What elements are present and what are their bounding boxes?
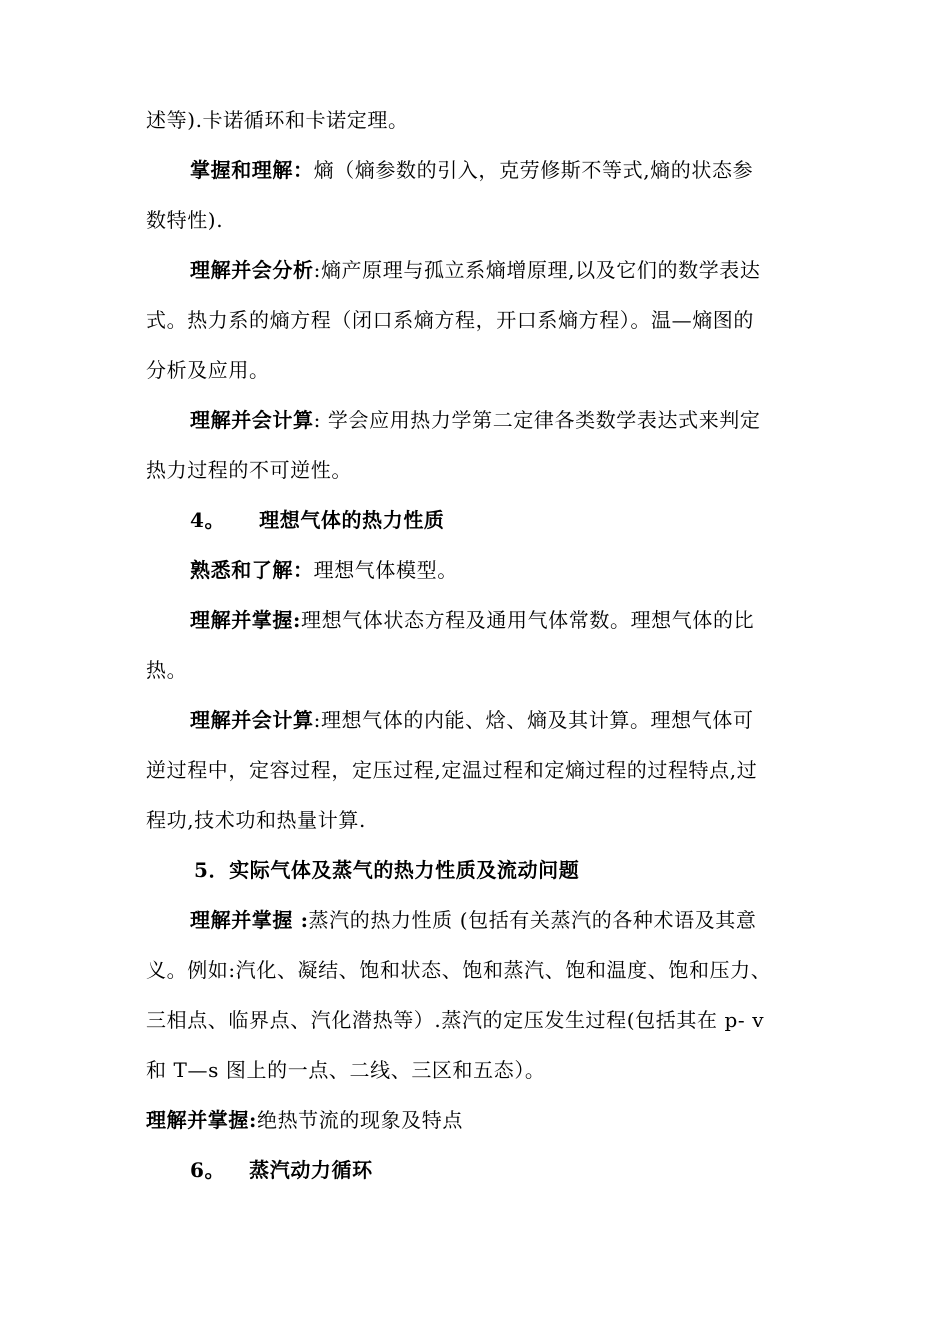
paragraph-label: 掌握和理解：	[190, 158, 314, 182]
paragraph-label: 理解并会计算	[190, 408, 314, 432]
paragraph-text: 热。	[146, 658, 188, 682]
section-title: 理想气体的热力性质	[259, 508, 445, 532]
paragraph-text: 和 T—s 图上的一点、二线、三区和五态）。	[146, 1058, 546, 1082]
paragraph-steam-properties-line4	[146, 1056, 810, 1084]
paragraph-ideal-gas-model	[190, 556, 810, 584]
section-heading-5	[194, 856, 810, 884]
paragraph-text: 义。例如:汽化、凝结、饱和状态、饱和蒸汽、饱和温度、饱和压力、	[146, 958, 772, 982]
paragraph-second-law	[190, 406, 810, 434]
paragraph-text: 热力过程的不可逆性。	[146, 458, 352, 482]
section-heading-4	[190, 506, 810, 534]
paragraph-label: 理解并掌握 :	[190, 908, 309, 932]
paragraph-text: 理想气体状态方程及通用气体常数。理想气体的比	[300, 608, 755, 632]
paragraph-text: : 学会应用热力学第二定律各类数学表达式来判定	[313, 408, 761, 432]
paragraph-text: :熵产原理与孤立系熵增原理,以及它们的数学表达	[313, 258, 761, 282]
paragraph-text: 述等).卡诺循环和卡诺定理。	[146, 108, 409, 132]
paragraph-label: 理解并掌握:	[146, 1108, 257, 1132]
paragraph-continuation	[146, 106, 810, 134]
section-number: 6。	[190, 1158, 226, 1182]
paragraph-entropy-line2	[146, 206, 810, 234]
paragraph-text: 程功,技术功和热量计算.	[146, 808, 366, 832]
paragraph-label: 理解并会计算	[190, 708, 314, 732]
paragraph-ideal-gas-equation-line2	[146, 656, 810, 684]
paragraph-steam-properties-line3	[146, 1006, 810, 1034]
paragraph-text: 理想气体模型。	[313, 558, 458, 582]
section-heading-6	[190, 1156, 810, 1184]
paragraph-text: 熵（熵参数的引入，克劳修斯不等式,熵的状态参	[313, 158, 754, 182]
paragraph-ideal-gas-equation	[190, 606, 810, 634]
section-number: 4。	[190, 508, 226, 532]
section-title: 5．实际气体及蒸气的热力性质及流动问题	[194, 858, 580, 882]
paragraph-text: 式。热力系的熵方程（闭口系熵方程，开口系熵方程）。温—熵图的	[146, 308, 754, 332]
paragraph-text: 绝热节流的现象及特点	[256, 1108, 463, 1132]
paragraph-entropy-production	[190, 256, 810, 284]
paragraph-steam-properties-line2	[146, 956, 810, 984]
paragraph-label: 理解并会分析	[190, 258, 314, 282]
paragraph-text: :理想气体的内能、焓、熵及其计算。理想气体可	[313, 708, 754, 732]
paragraph-ideal-gas-calc	[190, 706, 810, 734]
paragraph-text: 三相点、临界点、汽化潜热等）.蒸汽的定压发生过程(包括其在 p- v	[146, 1008, 765, 1032]
paragraph-second-law-line2	[146, 456, 810, 484]
paragraph-text: 分析及应用。	[146, 358, 270, 382]
paragraph-label: 熟悉和了解：	[190, 558, 314, 582]
section-title: 蒸汽动力循环	[249, 1158, 373, 1182]
paragraph-label: 理解并掌握:	[190, 608, 301, 632]
paragraph-entropy	[190, 156, 810, 184]
paragraph-ideal-gas-calc-line2	[146, 756, 810, 784]
paragraph-steam-properties	[190, 906, 810, 934]
paragraph-text: 数特性).	[146, 208, 224, 232]
paragraph-text: 逆过程中，定容过程，定压过程,定温过程和定熵过程的过程特点,过	[146, 758, 758, 782]
paragraph-ideal-gas-calc-line3	[146, 806, 810, 834]
paragraph-text: 蒸汽的热力性质 (包括有关蒸汽的各种术语及其意	[308, 908, 757, 932]
paragraph-entropy-production-line2	[146, 306, 810, 334]
paragraph-entropy-production-line3	[146, 356, 810, 384]
paragraph-throttling	[146, 1106, 810, 1134]
